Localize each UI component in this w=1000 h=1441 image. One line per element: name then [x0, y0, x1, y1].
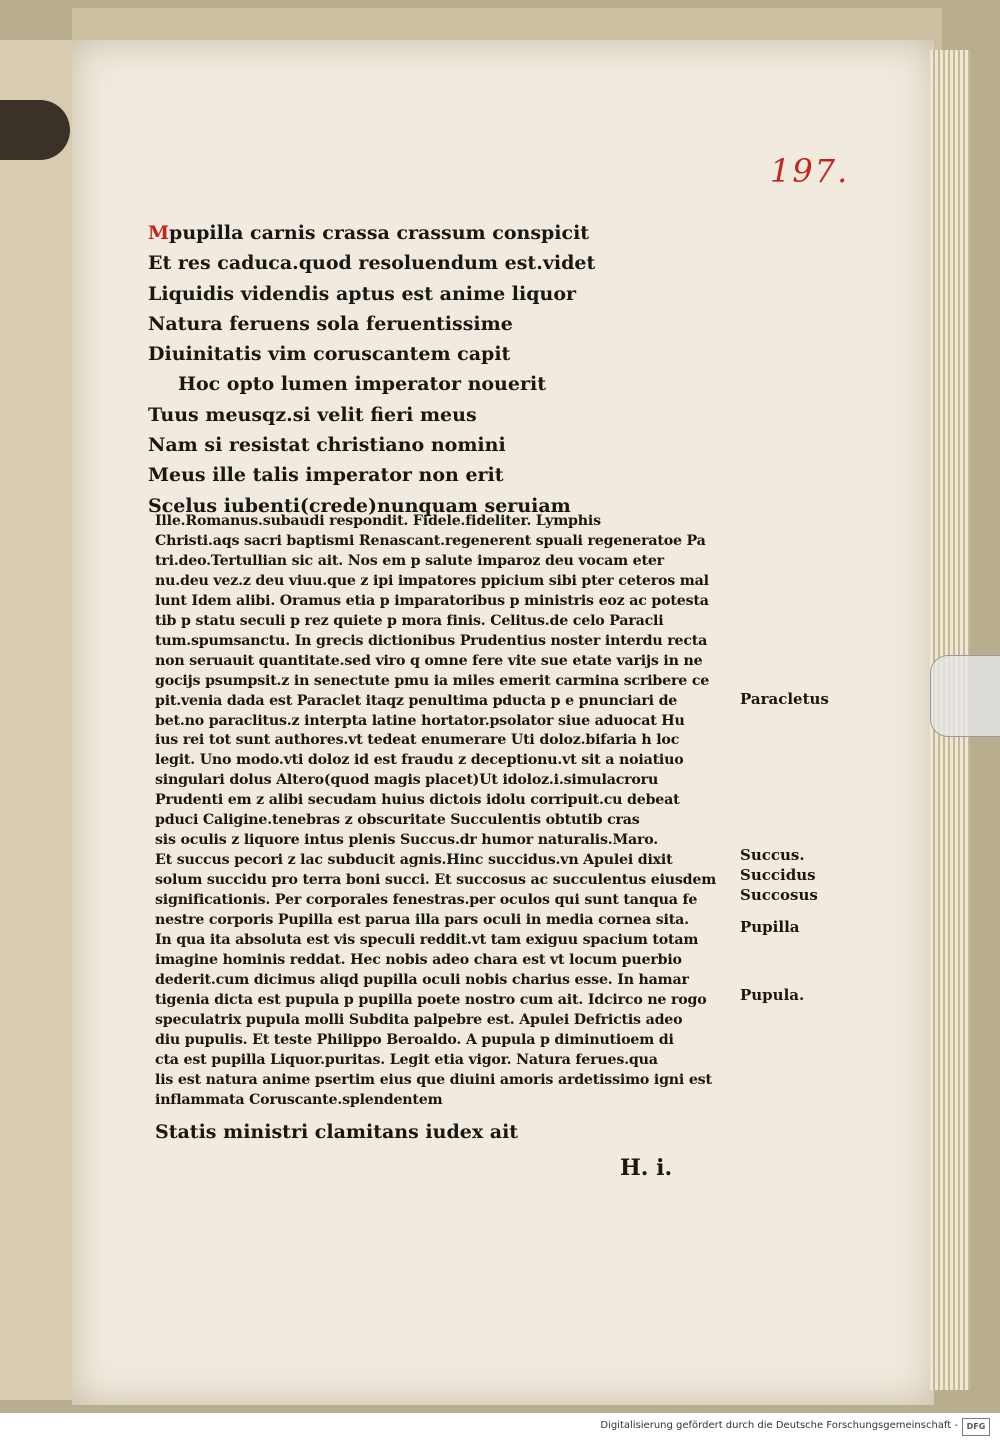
rubric-initial: M [148, 222, 170, 244]
footer-credit: Digitalisierung gefördert durch die Deutsche Forschungsgemeinschaft - [600, 1420, 958, 1431]
commentary-line: cta est pupilla Liquor.puritas. Legit etia vigor. Natura ferues.qua [155, 1051, 658, 1068]
commentary-line: legit. Uno modo.vti doloz id est fraudu z deceptionu.vt sit a noiatiuo [155, 752, 684, 769]
verse-line: Diuinitatis vim coruscantem capit [148, 343, 511, 366]
commentary-line: pit.venia dada est Paraclet itaqz penultima pducta p e pnunciari de [155, 692, 678, 709]
marginal-note: Succosus [740, 886, 818, 904]
commentary-line: tum.spumsanctu. In grecis dictionibus Prudentius noster interdu recta [155, 632, 708, 649]
commentary-line: non seruauit quantitate.sed viro q omne fere vite sue etate varijs in ne [155, 652, 703, 669]
marginal-note: Pupilla [740, 918, 800, 936]
commentary-line: solum succidu pro terra boni succi. Et succosus ac succulentus eiusdem [155, 872, 717, 889]
marginal-note: Pupula. [740, 986, 805, 1004]
bookmark-clip [930, 655, 1000, 737]
left-page-fragment [0, 40, 75, 1400]
dfg-logo-icon: DFG [962, 1418, 990, 1436]
verse-line: Natura feruens sola feruentissime [148, 312, 513, 335]
verse-line: Nam si resistat christiano nomini [148, 434, 506, 457]
verse-line: Tuus meusqz.si velit fieri meus [148, 403, 477, 426]
verse-line: Et res caduca.quod resoluendum est.videt [148, 252, 596, 275]
commentary-line: sis oculis z liquore intus plenis Succus.dr humor naturalis.Maro. [155, 832, 659, 849]
commentary-line: lis est natura anime psertim eius que diuini amoris ardetissimo igni est [155, 1071, 712, 1088]
commentary-line: inflammata Coruscante.splendentem [155, 1091, 443, 1108]
commentary-line: tib p statu seculi p rez quiete p mora finis. Celitus.de celo Paracli [155, 612, 664, 629]
folio-number: 197. [770, 152, 850, 190]
footer-bar [0, 1413, 1000, 1441]
commentary-line: diu pupulis. Et teste Philippo Beroaldo. A pupula p diminutioem di [155, 1031, 674, 1048]
commentary-line: bet.no paraclitus.z interpta latine hortator.psolator siue aduocat Hu [155, 712, 685, 729]
commentary-line: Christi.aqs sacri baptismi Renascant.regenerent spuali regeneratoe Pa [155, 532, 706, 549]
commentary-line: nu.deu vez.z deu viuu.que z ipi impatores ppicium sibi pter ceteros mal [155, 572, 709, 589]
commentary-line: tri.deo.Tertullian sic ait. Nos em p salute imparoz deu vocam eter [155, 552, 664, 569]
commentary-line: singulari dolus Altero(quod magis placet)Ut idoloz.i.simulacroru [155, 772, 659, 789]
commentary-line: In qua ita absoluta est vis speculi reddit.vt tam exiguu spacium totam [155, 932, 699, 949]
commentary-line: significationis. Per corporales fenestras.per oculos qui sunt tanqua fe [155, 892, 698, 909]
commentary-line: pduci Caligine.tenebras z obscuritate Succulentis obtutib cras [155, 812, 640, 829]
verse-line: Mpupilla carnis crassa crassum conspicit [148, 222, 590, 244]
commentary-line: lunt Idem alibi. Oramus etia p imparatoribus p ministris eoz ac potesta [155, 592, 709, 609]
book-gutter-shadow [0, 100, 70, 160]
commentary-line: Ille.Romanus.subaudi respondit. Fidele.fideliter. Lymphis [155, 513, 601, 529]
commentary-line: Prudenti em z alibi secudam huius dictois idolu corripuit.cu debeat [155, 792, 680, 809]
commentary-line: speculatrix pupula molli Subdita palpebre est. Apulei Defrictis adeo [155, 1011, 683, 1028]
commentary-line: nestre corporis Pupilla est parua illa pars oculi in media cornea sita. [155, 912, 689, 929]
commentary-line: gocijs psumpsit.z in senectute pmu ia miles emerit carmina scribere ce [155, 672, 710, 689]
commentary-line: ius rei tot sunt authores.vt tedeat enumerare Uti doloz.bifaria h loc [155, 732, 680, 749]
verse-line: Meus ille talis imperator non erit [148, 464, 504, 487]
marginal-note: Succus. [740, 846, 805, 864]
marginal-note: Succidus [740, 866, 816, 884]
verse-line: Liquidis videndis aptus est anime liquor [148, 282, 577, 305]
verse-line: Scelus iubenti(crede)nunquam seruiam [148, 494, 571, 517]
commentary-line: dederit.cum dicimus aliqd pupilla oculi nobis charius esse. In hamar [155, 971, 689, 988]
commentary-block [155, 512, 735, 1147]
commentary-line: Et succus pecori z lac subducit agnis.Hinc succidus.vn Apulei dixit [155, 852, 673, 869]
verse-line: Statis ministri clamitans iudex ait [155, 1120, 519, 1143]
verse-block [148, 218, 708, 521]
signature-mark: H. i. [620, 1155, 673, 1181]
commentary-line: tigenia dicta est pupula p pupilla poete nostro cum ait. Idcirco ne rogo [155, 991, 707, 1008]
commentary-line: imagine hominis reddat. Hec nobis adeo chara est vt locum puerbio [155, 951, 682, 968]
marginal-note: Paracletus [740, 690, 829, 708]
verse-line: Hoc opto lumen imperator nouerit [178, 373, 546, 396]
